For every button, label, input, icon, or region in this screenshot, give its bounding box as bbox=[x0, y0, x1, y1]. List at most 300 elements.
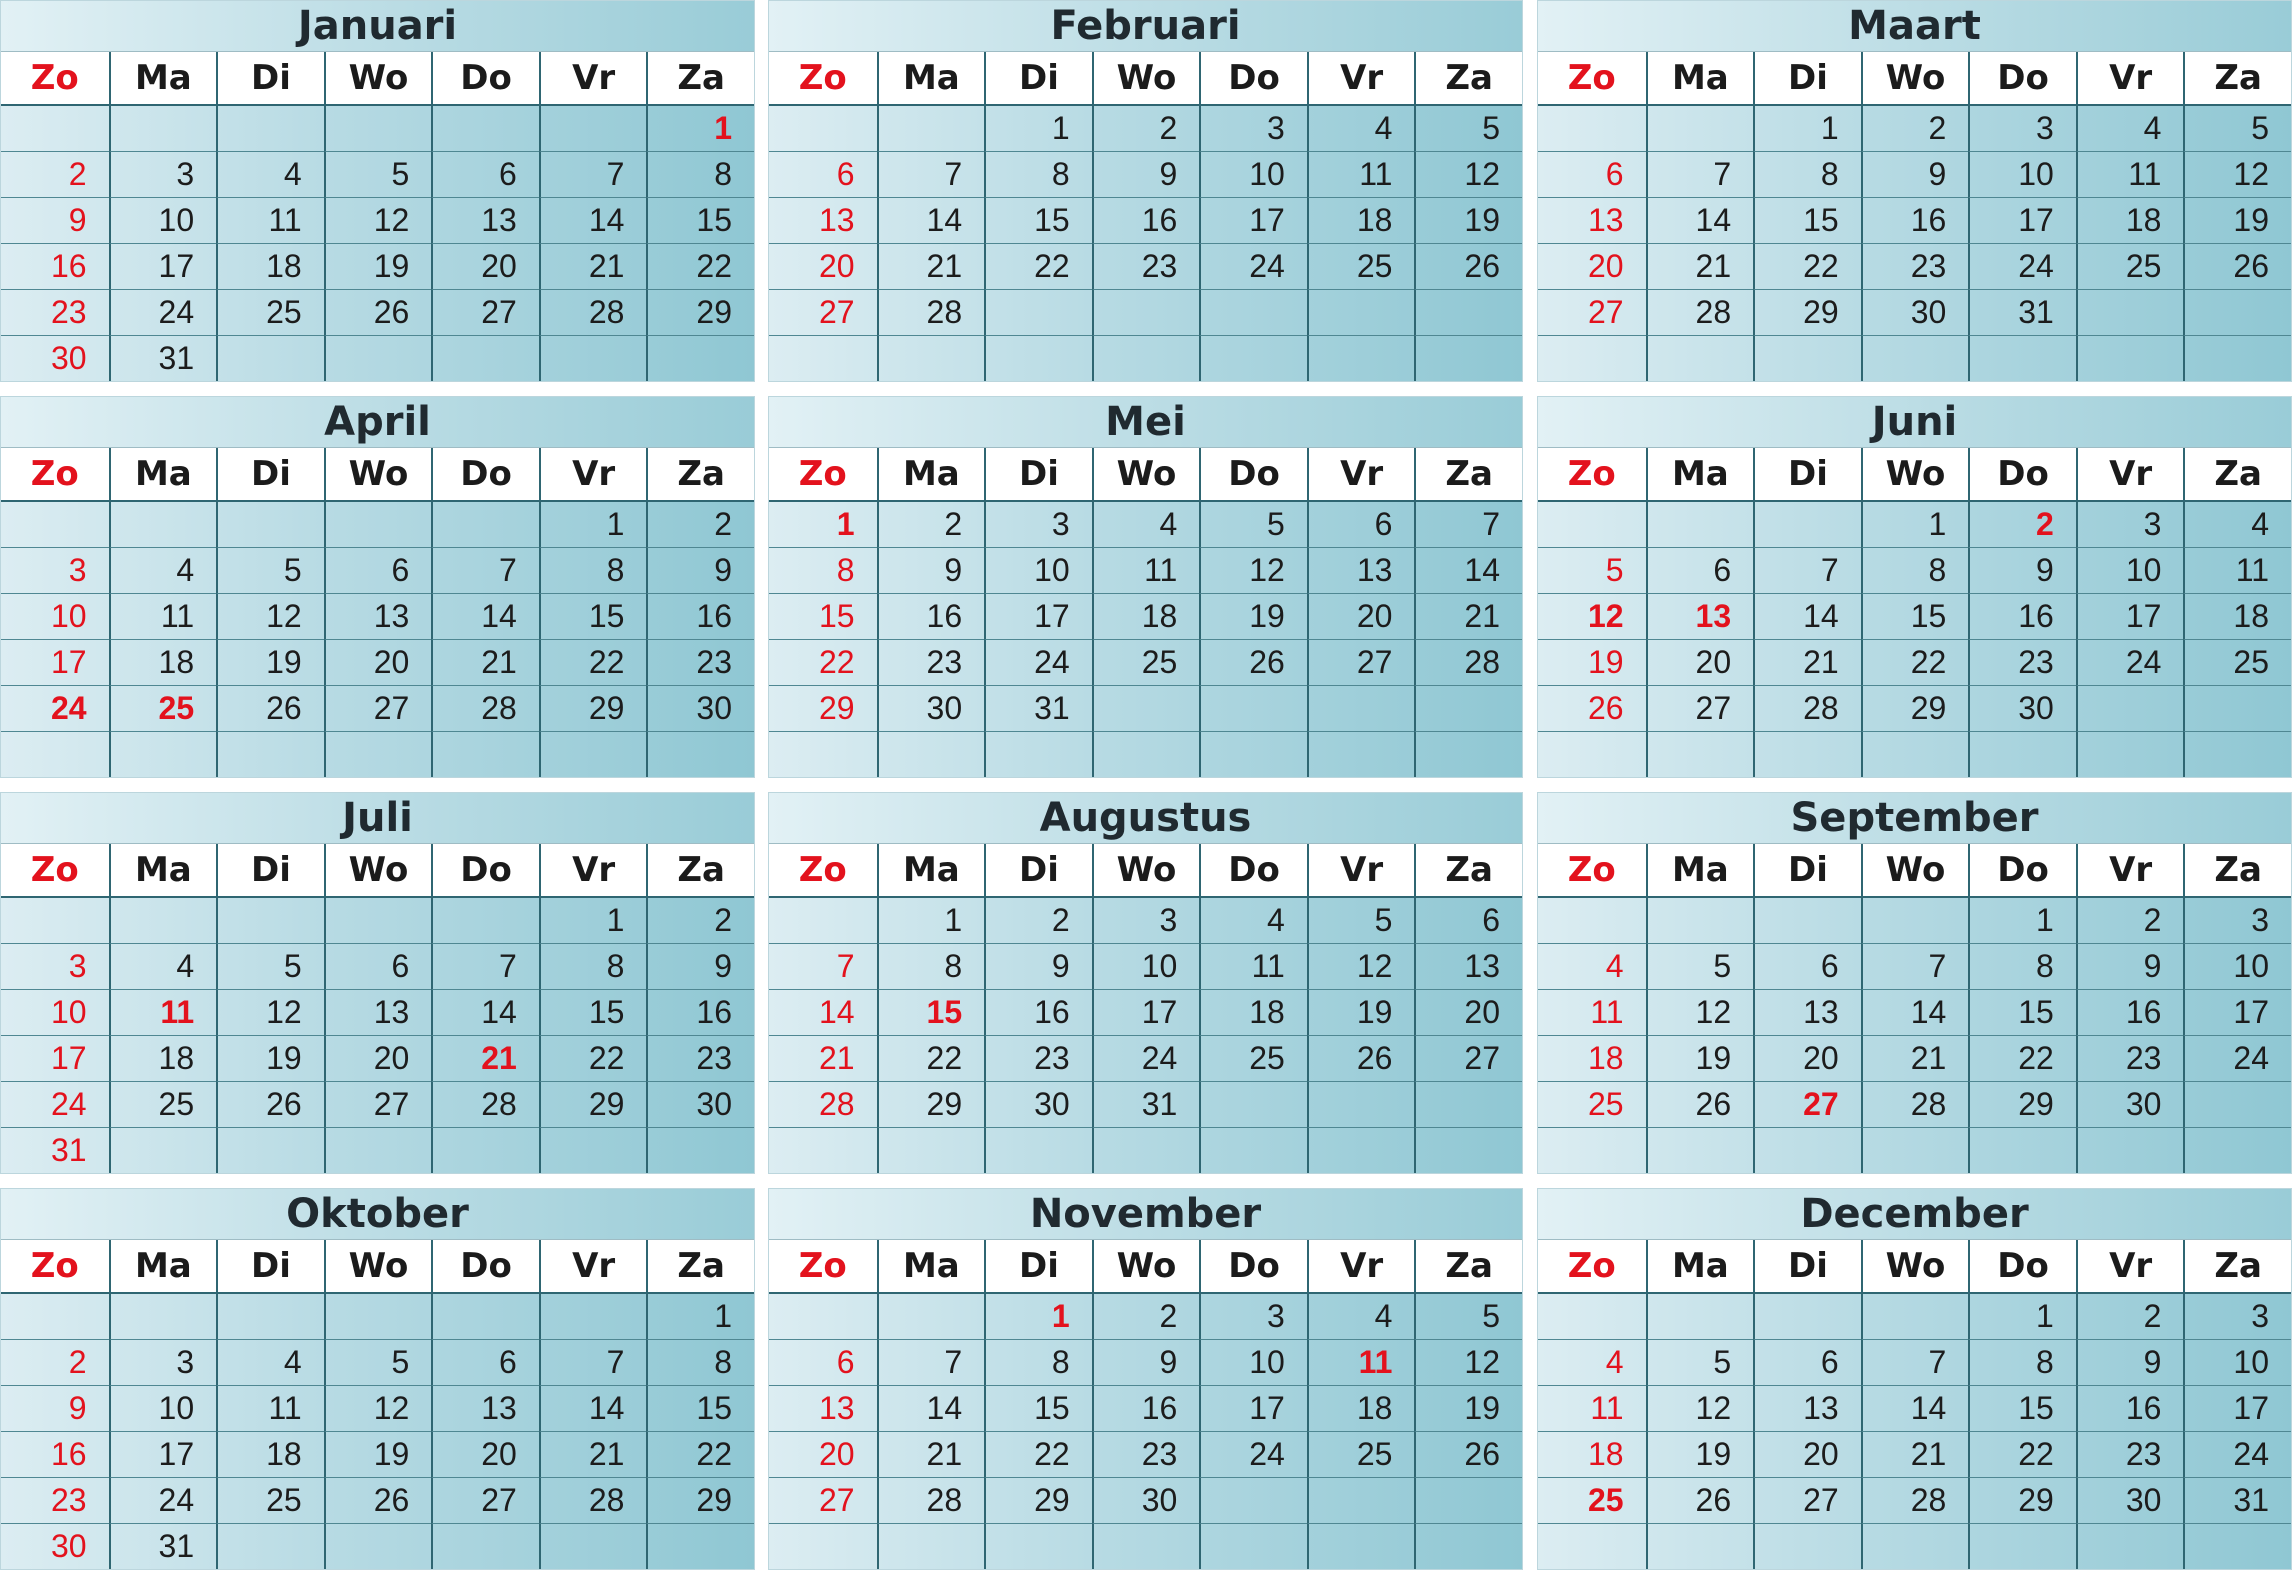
day-cell: 2 bbox=[2076, 898, 2184, 944]
day-cell: 26 bbox=[1538, 686, 1646, 732]
empty-day-cell bbox=[1414, 1478, 1522, 1524]
empty-day-cell bbox=[1646, 732, 1754, 778]
empty-day-cell bbox=[877, 1294, 985, 1340]
weekday-vr: Vr bbox=[539, 1240, 647, 1292]
weekday-ma: Ma bbox=[109, 844, 217, 896]
day-cell: 16 bbox=[646, 990, 754, 1036]
empty-day-cell bbox=[2183, 1082, 2291, 1128]
day-cell: 30 bbox=[646, 1082, 754, 1128]
day-cell: 2 bbox=[1092, 1294, 1200, 1340]
weekday-do: Do bbox=[1199, 1240, 1307, 1292]
day-cell: 14 bbox=[1646, 198, 1754, 244]
weekday-ma: Ma bbox=[109, 448, 217, 500]
day-cell: 10 bbox=[984, 548, 1092, 594]
day-cell: 19 bbox=[216, 1036, 324, 1082]
day-cell: 18 bbox=[1307, 1386, 1415, 1432]
day-cell: 2 bbox=[646, 898, 754, 944]
empty-day-cell bbox=[216, 732, 324, 778]
day-cell: 10 bbox=[1092, 944, 1200, 990]
empty-day-cell bbox=[431, 1128, 539, 1174]
empty-day-cell bbox=[1646, 1128, 1754, 1174]
day-cell: 1 bbox=[769, 502, 877, 548]
day-cell: 29 bbox=[646, 1478, 754, 1524]
weekday-do: Do bbox=[1968, 1240, 2076, 1292]
empty-day-cell bbox=[1307, 686, 1415, 732]
weekday-wo: Wo bbox=[324, 1240, 432, 1292]
day-cell: 7 bbox=[877, 152, 985, 198]
day-cell: 23 bbox=[1, 290, 109, 336]
day-cell: 29 bbox=[1968, 1082, 2076, 1128]
empty-day-cell bbox=[1307, 732, 1415, 778]
day-cell: 20 bbox=[324, 640, 432, 686]
day-cell: 27 bbox=[324, 1082, 432, 1128]
empty-day-cell bbox=[646, 1524, 754, 1570]
day-cell: 4 bbox=[1307, 106, 1415, 152]
month-title: Juli bbox=[1, 793, 754, 843]
day-cell: 8 bbox=[539, 944, 647, 990]
month-december bbox=[1537, 1188, 2292, 1570]
day-cell: 2 bbox=[1, 1340, 109, 1386]
weekday-di: Di bbox=[216, 844, 324, 896]
weekday-do: Do bbox=[1199, 52, 1307, 104]
day-cell: 9 bbox=[2076, 944, 2184, 990]
day-cell: 17 bbox=[1, 640, 109, 686]
weekday-zo: Zo bbox=[798, 454, 847, 494]
day-cell: 2 bbox=[1092, 106, 1200, 152]
day-cell: 19 bbox=[1646, 1036, 1754, 1082]
day-cell: 16 bbox=[2076, 1386, 2184, 1432]
day-cell: 29 bbox=[877, 1082, 985, 1128]
day-cell: 17 bbox=[109, 244, 217, 290]
weekday-vr: Vr bbox=[1307, 1240, 1415, 1292]
weekday-do: Do bbox=[1968, 52, 2076, 104]
day-cell: 24 bbox=[1092, 1036, 1200, 1082]
day-cell: 3 bbox=[1199, 1294, 1307, 1340]
empty-day-cell bbox=[539, 732, 647, 778]
day-cell: 1 bbox=[984, 106, 1092, 152]
day-cell: 24 bbox=[109, 1478, 217, 1524]
day-cell: 9 bbox=[1968, 548, 2076, 594]
empty-day-cell bbox=[539, 106, 647, 152]
day-cell: 29 bbox=[646, 290, 754, 336]
day-cell: 18 bbox=[1307, 198, 1415, 244]
empty-day-cell bbox=[1968, 336, 2076, 382]
day-cell: 31 bbox=[1, 1128, 109, 1174]
day-cell: 21 bbox=[1646, 244, 1754, 290]
empty-day-cell bbox=[1646, 1524, 1754, 1570]
day-cell: 23 bbox=[646, 640, 754, 686]
empty-day-cell bbox=[1753, 336, 1861, 382]
day-cell: 16 bbox=[984, 990, 1092, 1036]
empty-day-cell bbox=[769, 1128, 877, 1174]
weekday-do: Do bbox=[431, 1240, 539, 1292]
weekday-do: Do bbox=[431, 844, 539, 896]
day-cell: 22 bbox=[877, 1036, 985, 1082]
day-cell: 26 bbox=[216, 1082, 324, 1128]
day-cell: 11 bbox=[1538, 990, 1646, 1036]
weekday-di: Di bbox=[984, 448, 1092, 500]
empty-day-cell bbox=[324, 732, 432, 778]
day-cell: 21 bbox=[1414, 594, 1522, 640]
weekday-header bbox=[769, 51, 1522, 106]
weekday-wo: Wo bbox=[1092, 52, 1200, 104]
day-cell: 11 bbox=[109, 594, 217, 640]
day-cell: 25 bbox=[216, 290, 324, 336]
weekday-zo: Zo bbox=[30, 58, 79, 98]
empty-day-cell bbox=[216, 106, 324, 152]
empty-day-cell bbox=[1092, 1128, 1200, 1174]
weekday-header bbox=[1, 51, 754, 106]
day-cell: 3 bbox=[2183, 898, 2291, 944]
day-cell: 14 bbox=[1414, 548, 1522, 594]
weekday-vr: Vr bbox=[539, 844, 647, 896]
empty-day-cell bbox=[1861, 1128, 1969, 1174]
day-cell: 9 bbox=[646, 944, 754, 990]
day-cell: 21 bbox=[877, 244, 985, 290]
day-cell: 22 bbox=[1861, 640, 1969, 686]
day-cell: 16 bbox=[1968, 594, 2076, 640]
empty-day-cell bbox=[877, 732, 985, 778]
day-cell: 8 bbox=[646, 152, 754, 198]
day-cell: 4 bbox=[2183, 502, 2291, 548]
day-cell: 8 bbox=[1968, 1340, 2076, 1386]
day-grid bbox=[1538, 898, 2291, 1174]
empty-day-cell bbox=[1414, 1128, 1522, 1174]
day-cell: 1 bbox=[984, 1294, 1092, 1340]
empty-day-cell bbox=[324, 1294, 432, 1340]
day-cell: 4 bbox=[109, 944, 217, 990]
day-cell: 12 bbox=[1199, 548, 1307, 594]
empty-day-cell bbox=[1414, 686, 1522, 732]
day-cell: 24 bbox=[2183, 1432, 2291, 1478]
empty-day-cell bbox=[1968, 1128, 2076, 1174]
empty-day-cell bbox=[1307, 336, 1415, 382]
day-cell: 10 bbox=[1968, 152, 2076, 198]
weekday-zo: Zo bbox=[1567, 454, 1616, 494]
empty-day-cell bbox=[2183, 732, 2291, 778]
day-cell: 20 bbox=[324, 1036, 432, 1082]
day-cell: 29 bbox=[769, 686, 877, 732]
day-cell: 18 bbox=[216, 244, 324, 290]
day-cell: 15 bbox=[1968, 1386, 2076, 1432]
empty-day-cell bbox=[1092, 336, 1200, 382]
empty-day-cell bbox=[109, 1294, 217, 1340]
day-cell: 6 bbox=[431, 152, 539, 198]
empty-day-cell bbox=[1538, 106, 1646, 152]
day-cell: 16 bbox=[1861, 198, 1969, 244]
day-cell: 6 bbox=[769, 152, 877, 198]
day-cell: 7 bbox=[539, 152, 647, 198]
day-cell: 29 bbox=[1968, 1478, 2076, 1524]
day-cell: 25 bbox=[109, 686, 217, 732]
day-cell: 12 bbox=[1307, 944, 1415, 990]
day-cell: 14 bbox=[1861, 990, 1969, 1036]
day-cell: 12 bbox=[216, 990, 324, 1036]
day-cell: 15 bbox=[877, 990, 985, 1036]
weekday-zo: Zo bbox=[30, 1246, 79, 1286]
day-cell: 23 bbox=[1861, 244, 1969, 290]
day-cell: 12 bbox=[324, 1386, 432, 1432]
empty-day-cell bbox=[1, 502, 109, 548]
day-cell: 22 bbox=[539, 1036, 647, 1082]
day-cell: 14 bbox=[769, 990, 877, 1036]
weekday-vr: Vr bbox=[2076, 52, 2184, 104]
day-cell: 12 bbox=[1414, 1340, 1522, 1386]
weekday-zo: Zo bbox=[30, 454, 79, 494]
weekday-di: Di bbox=[216, 448, 324, 500]
weekday-za: Za bbox=[1414, 52, 1522, 104]
empty-day-cell bbox=[1538, 732, 1646, 778]
day-cell: 21 bbox=[539, 244, 647, 290]
day-cell: 18 bbox=[216, 1432, 324, 1478]
day-cell: 18 bbox=[1538, 1432, 1646, 1478]
day-cell: 30 bbox=[2076, 1082, 2184, 1128]
weekday-di: Di bbox=[216, 52, 324, 104]
day-cell: 28 bbox=[877, 290, 985, 336]
day-cell: 28 bbox=[1414, 640, 1522, 686]
empty-day-cell bbox=[324, 1128, 432, 1174]
day-cell: 22 bbox=[1753, 244, 1861, 290]
day-cell: 4 bbox=[1538, 1340, 1646, 1386]
day-cell: 7 bbox=[1861, 1340, 1969, 1386]
day-cell: 4 bbox=[216, 1340, 324, 1386]
day-cell: 17 bbox=[109, 1432, 217, 1478]
day-cell: 17 bbox=[1092, 990, 1200, 1036]
day-cell: 1 bbox=[539, 502, 647, 548]
day-cell: 2 bbox=[2076, 1294, 2184, 1340]
month-title: Oktober bbox=[1, 1189, 754, 1239]
day-cell: 22 bbox=[539, 640, 647, 686]
empty-day-cell bbox=[1414, 732, 1522, 778]
day-cell: 25 bbox=[1307, 244, 1415, 290]
empty-day-cell bbox=[431, 898, 539, 944]
empty-day-cell bbox=[2183, 1524, 2291, 1570]
empty-day-cell bbox=[1538, 1294, 1646, 1340]
day-cell: 1 bbox=[1861, 502, 1969, 548]
weekday-ma: Ma bbox=[877, 52, 985, 104]
empty-day-cell bbox=[539, 1524, 647, 1570]
empty-day-cell bbox=[1646, 336, 1754, 382]
weekday-wo: Wo bbox=[1861, 448, 1969, 500]
day-cell: 8 bbox=[646, 1340, 754, 1386]
day-cell: 9 bbox=[1092, 152, 1200, 198]
day-cell: 19 bbox=[216, 640, 324, 686]
day-cell: 15 bbox=[1861, 594, 1969, 640]
day-cell: 28 bbox=[539, 290, 647, 336]
day-cell: 28 bbox=[1753, 686, 1861, 732]
empty-day-cell bbox=[877, 1128, 985, 1174]
day-cell: 10 bbox=[109, 198, 217, 244]
day-cell: 25 bbox=[1199, 1036, 1307, 1082]
weekday-di: Di bbox=[984, 1240, 1092, 1292]
empty-day-cell bbox=[1753, 1294, 1861, 1340]
weekday-di: Di bbox=[216, 1240, 324, 1292]
weekday-do: Do bbox=[431, 52, 539, 104]
weekday-za: Za bbox=[1414, 448, 1522, 500]
empty-day-cell bbox=[1753, 502, 1861, 548]
day-cell: 12 bbox=[1646, 1386, 1754, 1432]
weekday-header bbox=[1538, 1239, 2291, 1294]
day-cell: 4 bbox=[216, 152, 324, 198]
day-cell: 2 bbox=[646, 502, 754, 548]
day-cell: 16 bbox=[1, 244, 109, 290]
day-cell: 6 bbox=[769, 1340, 877, 1386]
empty-day-cell bbox=[1307, 290, 1415, 336]
empty-day-cell bbox=[431, 336, 539, 382]
empty-day-cell bbox=[877, 336, 985, 382]
day-cell: 3 bbox=[1092, 898, 1200, 944]
empty-day-cell bbox=[1538, 502, 1646, 548]
weekday-header bbox=[1538, 447, 2291, 502]
weekday-do: Do bbox=[1968, 844, 2076, 896]
day-cell: 6 bbox=[1307, 502, 1415, 548]
empty-day-cell bbox=[109, 502, 217, 548]
weekday-zo: Zo bbox=[30, 850, 79, 890]
day-cell: 29 bbox=[539, 686, 647, 732]
empty-day-cell bbox=[216, 898, 324, 944]
empty-day-cell bbox=[1968, 1524, 2076, 1570]
empty-day-cell bbox=[1307, 1082, 1415, 1128]
empty-day-cell bbox=[1861, 898, 1969, 944]
day-cell: 17 bbox=[984, 594, 1092, 640]
day-cell: 26 bbox=[1414, 1432, 1522, 1478]
empty-day-cell bbox=[984, 336, 1092, 382]
day-grid bbox=[1, 106, 754, 382]
empty-day-cell bbox=[877, 106, 985, 152]
day-cell: 3 bbox=[109, 152, 217, 198]
day-cell: 30 bbox=[1, 336, 109, 382]
day-cell: 24 bbox=[984, 640, 1092, 686]
day-cell: 9 bbox=[1, 198, 109, 244]
day-grid bbox=[769, 898, 1522, 1174]
day-cell: 30 bbox=[1968, 686, 2076, 732]
day-cell: 6 bbox=[1753, 1340, 1861, 1386]
weekday-ma: Ma bbox=[877, 1240, 985, 1292]
day-cell: 19 bbox=[1646, 1432, 1754, 1478]
day-cell: 21 bbox=[539, 1432, 647, 1478]
day-cell: 7 bbox=[1414, 502, 1522, 548]
month-title: Januari bbox=[1, 1, 754, 51]
day-cell: 4 bbox=[1092, 502, 1200, 548]
day-cell: 11 bbox=[1307, 152, 1415, 198]
empty-day-cell bbox=[431, 1294, 539, 1340]
day-cell: 2 bbox=[1861, 106, 1969, 152]
day-cell: 11 bbox=[1199, 944, 1307, 990]
day-cell: 16 bbox=[2076, 990, 2184, 1036]
day-cell: 14 bbox=[539, 198, 647, 244]
empty-day-cell bbox=[1861, 732, 1969, 778]
day-cell: 27 bbox=[431, 290, 539, 336]
day-cell: 30 bbox=[2076, 1478, 2184, 1524]
empty-day-cell bbox=[324, 502, 432, 548]
empty-day-cell bbox=[2183, 1128, 2291, 1174]
weekday-zo: Zo bbox=[798, 58, 847, 98]
weekday-wo: Wo bbox=[1092, 448, 1200, 500]
day-cell: 20 bbox=[1538, 244, 1646, 290]
day-cell: 1 bbox=[1753, 106, 1861, 152]
day-cell: 17 bbox=[1, 1036, 109, 1082]
day-cell: 23 bbox=[984, 1036, 1092, 1082]
weekday-di: Di bbox=[1753, 1240, 1861, 1292]
weekday-vr: Vr bbox=[1307, 52, 1415, 104]
day-cell: 3 bbox=[1, 548, 109, 594]
day-cell: 13 bbox=[769, 198, 877, 244]
day-cell: 14 bbox=[431, 594, 539, 640]
day-grid bbox=[769, 502, 1522, 778]
month-mei bbox=[768, 396, 1523, 778]
day-cell: 31 bbox=[1968, 290, 2076, 336]
day-cell: 1 bbox=[539, 898, 647, 944]
day-cell: 29 bbox=[984, 1478, 1092, 1524]
day-cell: 28 bbox=[1861, 1478, 1969, 1524]
weekday-header bbox=[769, 447, 1522, 502]
empty-day-cell bbox=[1753, 732, 1861, 778]
empty-day-cell bbox=[1646, 1294, 1754, 1340]
weekday-za: Za bbox=[2183, 1240, 2291, 1292]
day-cell: 1 bbox=[646, 1294, 754, 1340]
day-cell: 15 bbox=[984, 1386, 1092, 1432]
empty-day-cell bbox=[769, 106, 877, 152]
day-cell: 4 bbox=[1307, 1294, 1415, 1340]
day-cell: 9 bbox=[1092, 1340, 1200, 1386]
day-cell: 4 bbox=[109, 548, 217, 594]
weekday-wo: Wo bbox=[1861, 52, 1969, 104]
day-cell: 30 bbox=[984, 1082, 1092, 1128]
empty-day-cell bbox=[216, 336, 324, 382]
empty-day-cell bbox=[769, 336, 877, 382]
day-grid bbox=[1, 1294, 754, 1570]
empty-day-cell bbox=[1414, 290, 1522, 336]
empty-day-cell bbox=[984, 1524, 1092, 1570]
day-cell: 3 bbox=[1968, 106, 2076, 152]
weekday-wo: Wo bbox=[324, 844, 432, 896]
day-cell: 31 bbox=[1092, 1082, 1200, 1128]
month-januari bbox=[0, 0, 755, 382]
day-cell: 27 bbox=[1414, 1036, 1522, 1082]
empty-day-cell bbox=[216, 502, 324, 548]
day-cell: 6 bbox=[1646, 548, 1754, 594]
empty-day-cell bbox=[1414, 336, 1522, 382]
day-cell: 23 bbox=[1968, 640, 2076, 686]
day-cell: 28 bbox=[877, 1478, 985, 1524]
day-cell: 9 bbox=[1861, 152, 1969, 198]
day-cell: 29 bbox=[1753, 290, 1861, 336]
weekday-wo: Wo bbox=[1861, 844, 1969, 896]
day-cell: 18 bbox=[2076, 198, 2184, 244]
day-cell: 1 bbox=[646, 106, 754, 152]
weekday-do: Do bbox=[1199, 448, 1307, 500]
day-grid bbox=[1538, 106, 2291, 382]
empty-day-cell bbox=[2183, 336, 2291, 382]
day-cell: 5 bbox=[1646, 944, 1754, 990]
day-cell: 10 bbox=[1, 594, 109, 640]
day-cell: 23 bbox=[2076, 1036, 2184, 1082]
day-cell: 8 bbox=[1861, 548, 1969, 594]
day-cell: 25 bbox=[216, 1478, 324, 1524]
day-cell: 19 bbox=[1414, 198, 1522, 244]
day-cell: 8 bbox=[1968, 944, 2076, 990]
month-september bbox=[1537, 792, 2292, 1174]
day-cell: 12 bbox=[1538, 594, 1646, 640]
weekday-za: Za bbox=[646, 1240, 754, 1292]
weekday-do: Do bbox=[431, 448, 539, 500]
day-cell: 7 bbox=[1861, 944, 1969, 990]
empty-day-cell bbox=[109, 898, 217, 944]
month-title: September bbox=[1538, 793, 2291, 843]
day-cell: 13 bbox=[1414, 944, 1522, 990]
empty-day-cell bbox=[2183, 686, 2291, 732]
weekday-ma: Ma bbox=[1646, 844, 1754, 896]
